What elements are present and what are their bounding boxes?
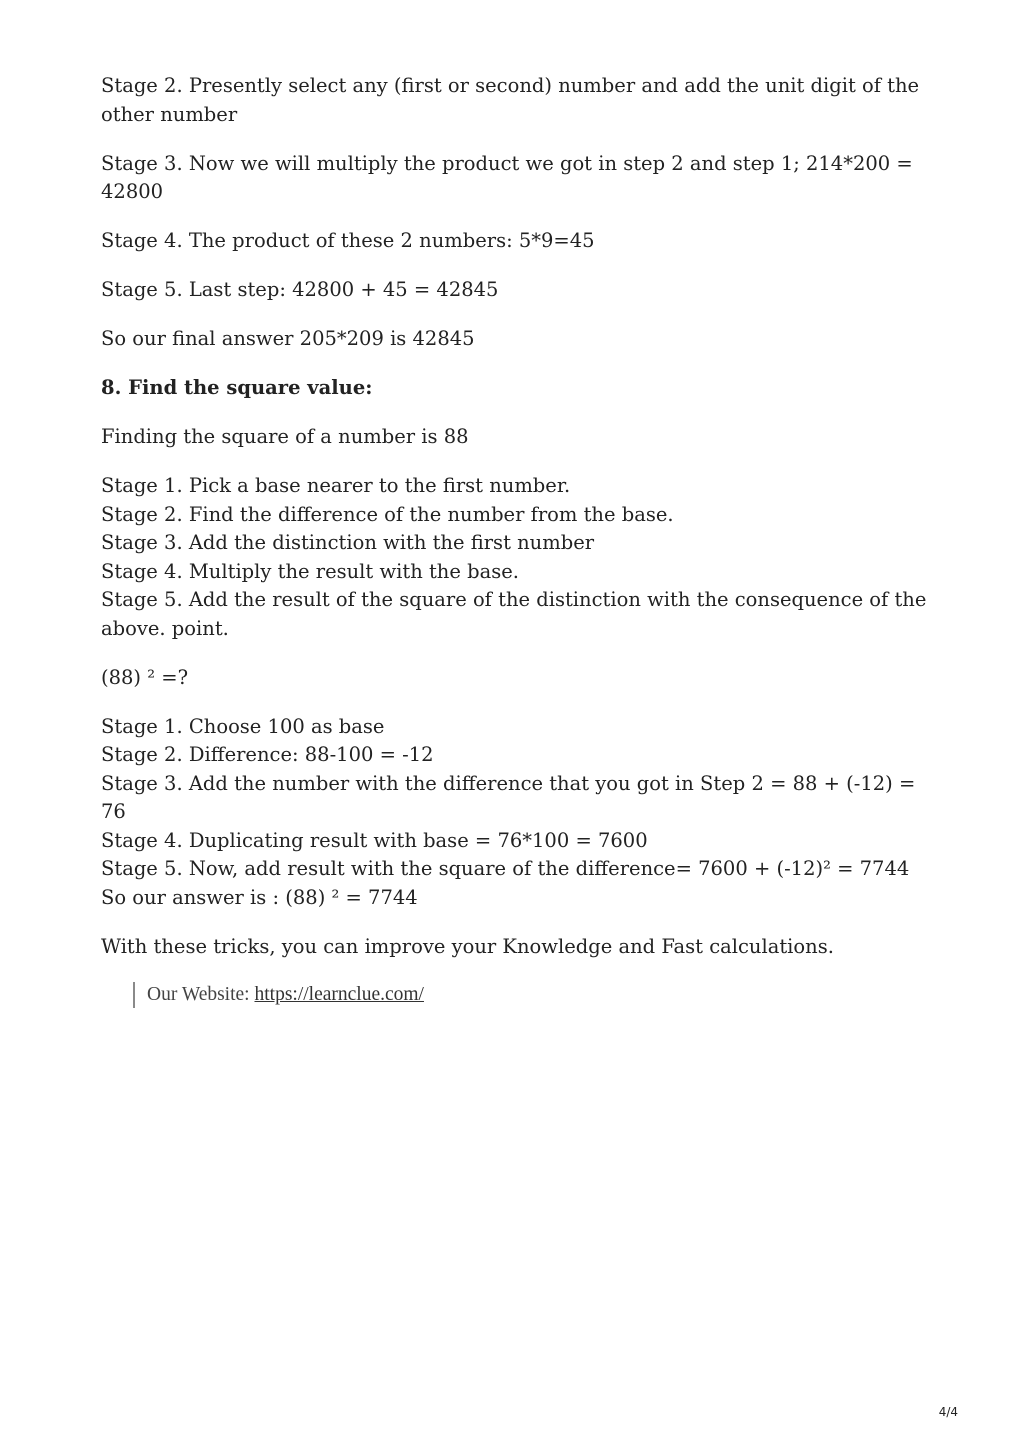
- text-line: With these tricks, you can improve your Knowledge and Fast calculations.: [101, 934, 834, 958]
- page-number: 4/4: [938, 1405, 958, 1419]
- quote-prefix: Our Website:: [147, 983, 255, 1005]
- paragraph: [101, 150, 931, 207]
- text-line: (88) ² =?: [101, 665, 189, 689]
- website-blockquote: [133, 982, 931, 1008]
- text-line: Stage 5. Last step: 42800 + 45 = 42845: [101, 278, 499, 301]
- document-body: [101, 72, 931, 1008]
- steps-list: [101, 472, 931, 643]
- text-line: Stage 3. Now we will multiply the product we got in step 2 and step 1; 214*200 = 42800: [101, 151, 913, 203]
- step-line: Stage 4. Duplicating result with base = 76*100 = 7600: [101, 828, 648, 852]
- step-line: Stage 3. Add the distinction with the first number: [101, 531, 595, 554]
- section-heading: 8. Find the square value:: [101, 376, 373, 399]
- text-line: Finding the square of a number is 88: [101, 425, 469, 448]
- text-line: So our final answer 205*209 is 42845: [101, 327, 475, 350]
- paragraph: [101, 664, 931, 693]
- paragraph: [101, 276, 931, 305]
- paragraph: [101, 933, 931, 962]
- step-line: Stage 3. Add the number with the difference that you got in Step 2 = 88 + (-12) = 76: [101, 771, 916, 823]
- step-line: Stage 5. Add the result of the square of the distinction with the consequence of the above. point.: [101, 588, 927, 640]
- paragraph: [101, 227, 931, 256]
- text-line: Stage 2. Presently select any (first or second) number and add the unit digit of the other number: [101, 74, 920, 126]
- paragraph: [101, 423, 931, 452]
- step-line: Stage 1. Pick a base nearer to the first number.: [101, 474, 571, 497]
- step-line: Stage 2. Difference: 88-100 = -12: [101, 743, 434, 766]
- text-line: Stage 4. The product of these 2 numbers: 5*9=45: [101, 229, 595, 252]
- example-steps: [101, 713, 931, 913]
- website-link[interactable]: https://learnclue.com/: [254, 983, 424, 1005]
- step-line: Stage 1. Choose 100 as base: [101, 714, 385, 738]
- step-line: Stage 2. Find the difference of the number from the base.: [101, 502, 674, 526]
- paragraph: [101, 72, 931, 129]
- step-line: Stage 5. Now, add result with the square of the difference= 7600 + (-12)² = 7744: [101, 857, 910, 880]
- paragraph: [101, 325, 931, 354]
- step-line: Stage 4. Multiply the result with the base.: [101, 559, 519, 583]
- answer-line: So our answer is : (88) ² = 7744: [101, 885, 418, 909]
